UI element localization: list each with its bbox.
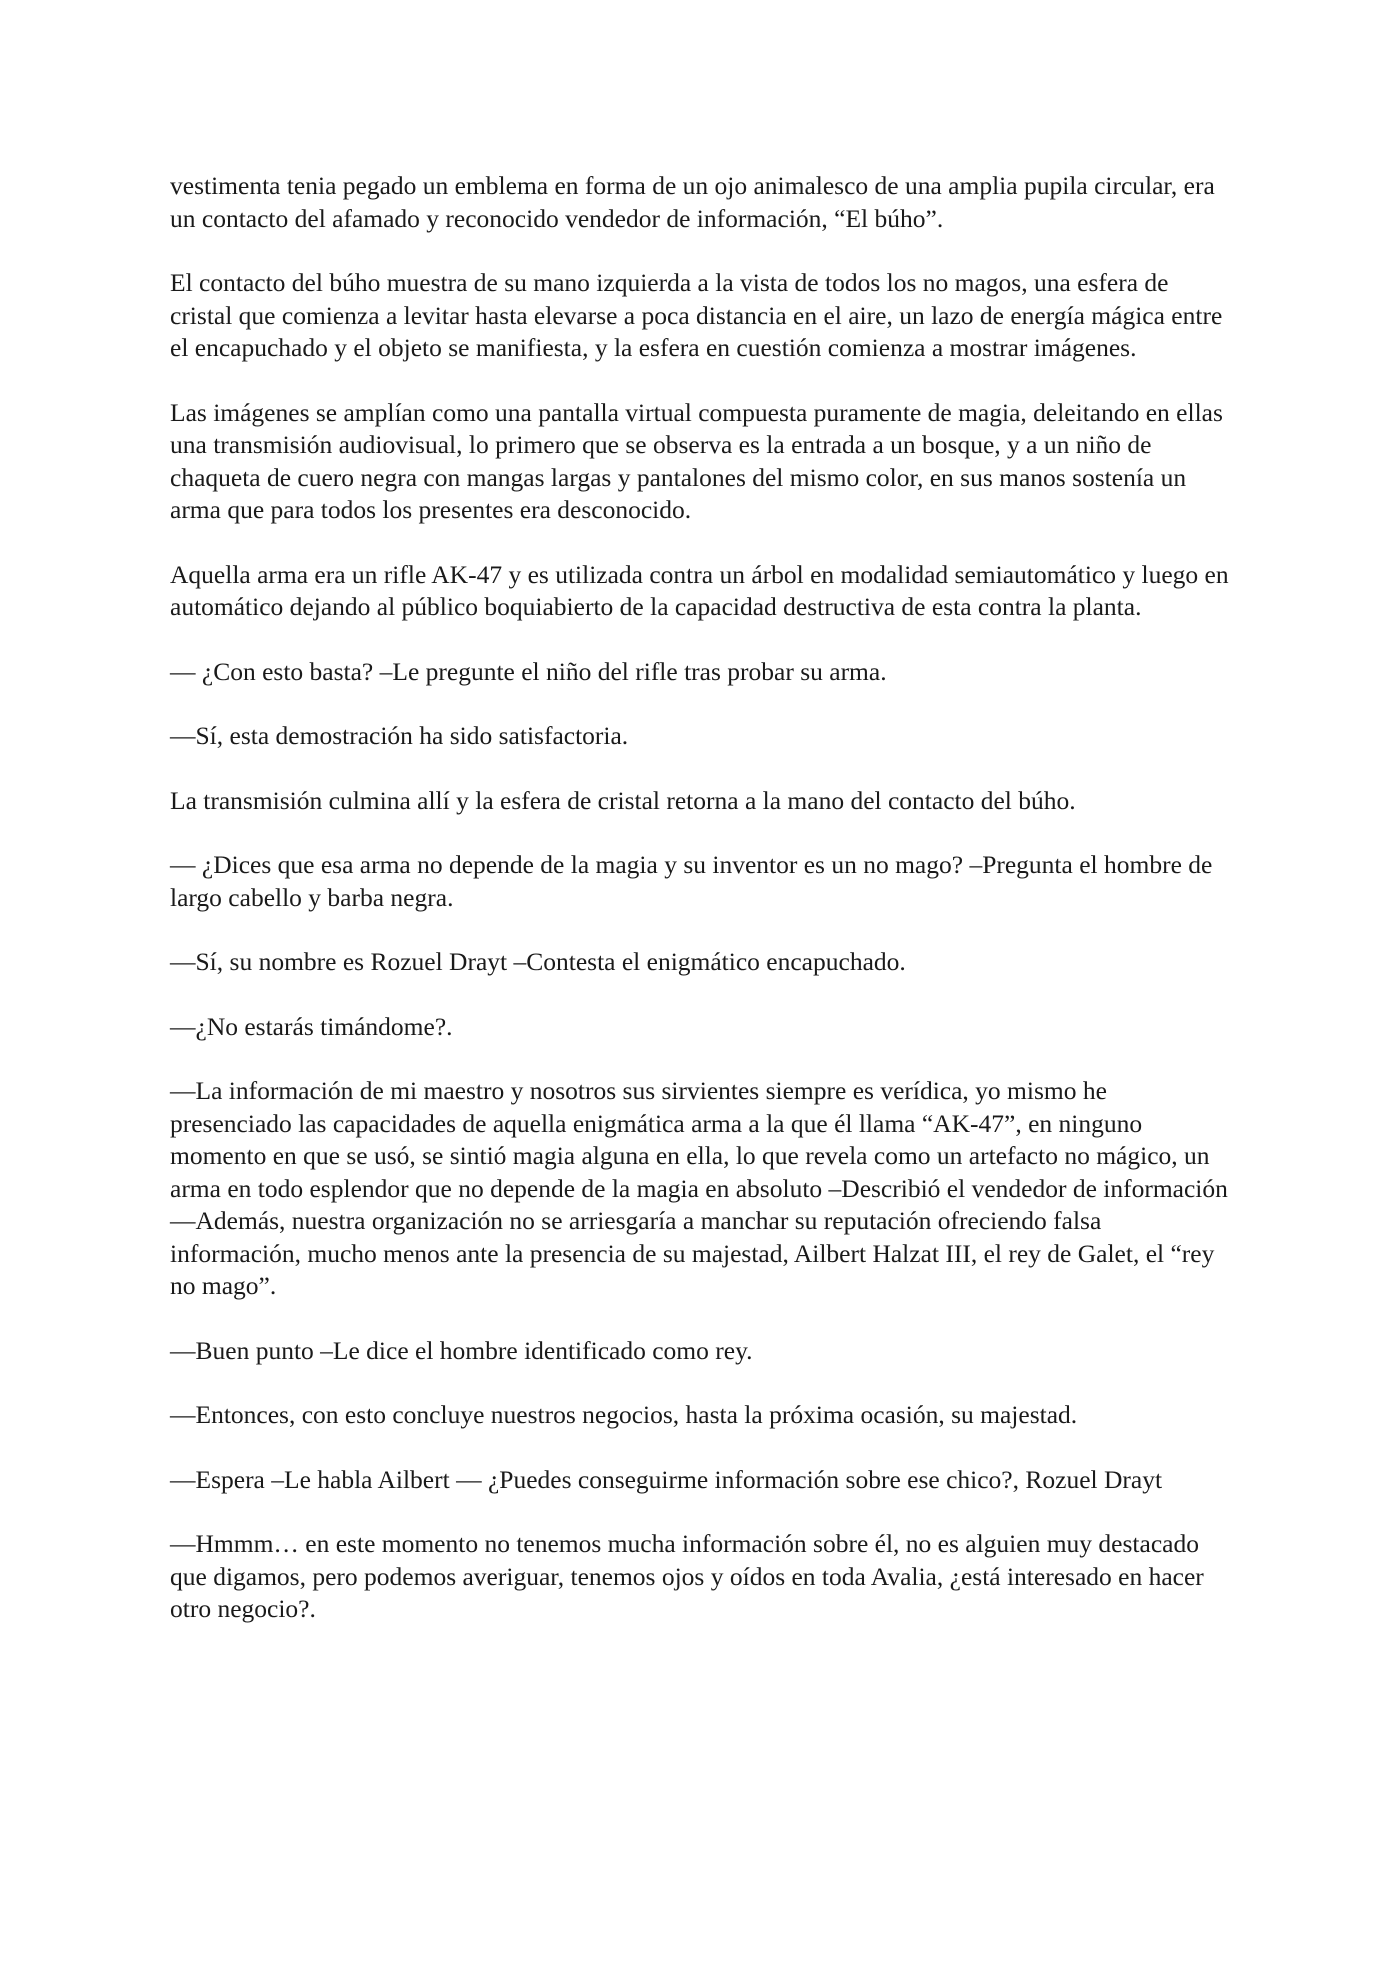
dialogue-line-8: —Entonces, con esto concluye nuestros negocios, hasta la próxima ocasión, su majestad.	[170, 1400, 1078, 1429]
dialogue-line-6: —La información de mi maestro y nosotros sus sirvientes siempre es verídica, yo mismo he presenciado las capacidades de aquella enigmática arma a la que él llama “AK-47”, en ninguno momento en que se usó, se sintió magia alguna en ella, lo que revela como un artefacto no mágico, un arma en todo esplendor que no depende de la magia en absoluto –Describió el vendedor de información —Además, nuestra organización no se arriesgaría a manchar su reputación ofreciendo falsa información, mucho menos ante la presencia de su majestad, Ailbert Halzat III, el rey de Galet, el “rey no mago”.	[170, 1076, 1228, 1300]
paragraph-3: Las imágenes se amplían como una pantalla virtual compuesta puramente de magia, deleitando en ellas una transmisión audiovisual, lo primero que se observa es la entrada a un bosque, y a un niño de chaqueta de cuero negra con mangas largas y pantalones del mismo color, en sus manos sostenía un arma que para todos los presentes era desconocido.	[170, 397, 1223, 524]
dialogue-line-2: —Sí, esta demostración ha sido satisfactoria.	[170, 721, 629, 750]
paragraph-1: vestimenta tenia pegado un emblema en forma de un ojo animalesco de una amplia pupila circular, era un contacto del afamado y reconocido vendedor de información, “El búho”.	[170, 171, 1215, 233]
dialogue-line-10: —Hmmm… en este momento no tenemos mucha información sobre él, no es alguien muy destacado que digamos, pero podemos averiguar, tenemos ojos y oídos en toda Avalia, ¿está interesado en hacer otro negocio?.	[170, 1529, 1204, 1623]
paragraph-2: El contacto del búho muestra de su mano izquierda a la vista de todos los no magos, una esfera de cristal que comienza a levitar hasta elevarse a poca distancia en el aire, un lazo de energía mágica entre el encapuchado y el objeto se manifiesta, y la esfera en cuestión comienza a mostrar imágenes.	[170, 268, 1223, 362]
paragraph-5: La transmisión culmina allí y la esfera de cristal retorna a la mano del contacto del búho.	[170, 785, 1076, 815]
dialogue-line-1: — ¿Con esto basta? –Le pregunte el niño del rifle tras probar su arma.	[170, 656, 887, 686]
document-body	[170, 170, 1235, 1658]
dialogue-line-7: —Buen punto –Le dice el hombre identificado como rey.	[170, 1335, 753, 1365]
dialogue-line-3: — ¿Dices que esa arma no depende de la magia y su inventor es un no mago? –Pregunta el hombre de largo cabello y barba negra.	[170, 850, 1213, 912]
dialogue-line-5: —¿No estarás timándome?.	[170, 1011, 453, 1041]
dialogue-line-9: —Espera –Le habla Ailbert — ¿Puedes conseguirme información sobre ese chico?, Rozuel Drayt	[170, 1464, 1163, 1494]
paragraph-4: Aquella arma era un rifle AK-47 y es utilizada contra un árbol en modalidad semiautomático y luego en automático dejando al público boquiabierto de la capacidad destructiva de esta contra la planta.	[170, 559, 1229, 621]
dialogue-line-4: —Sí, su nombre es Rozuel Drayt –Contesta el enigmático encapuchado.	[170, 947, 906, 976]
